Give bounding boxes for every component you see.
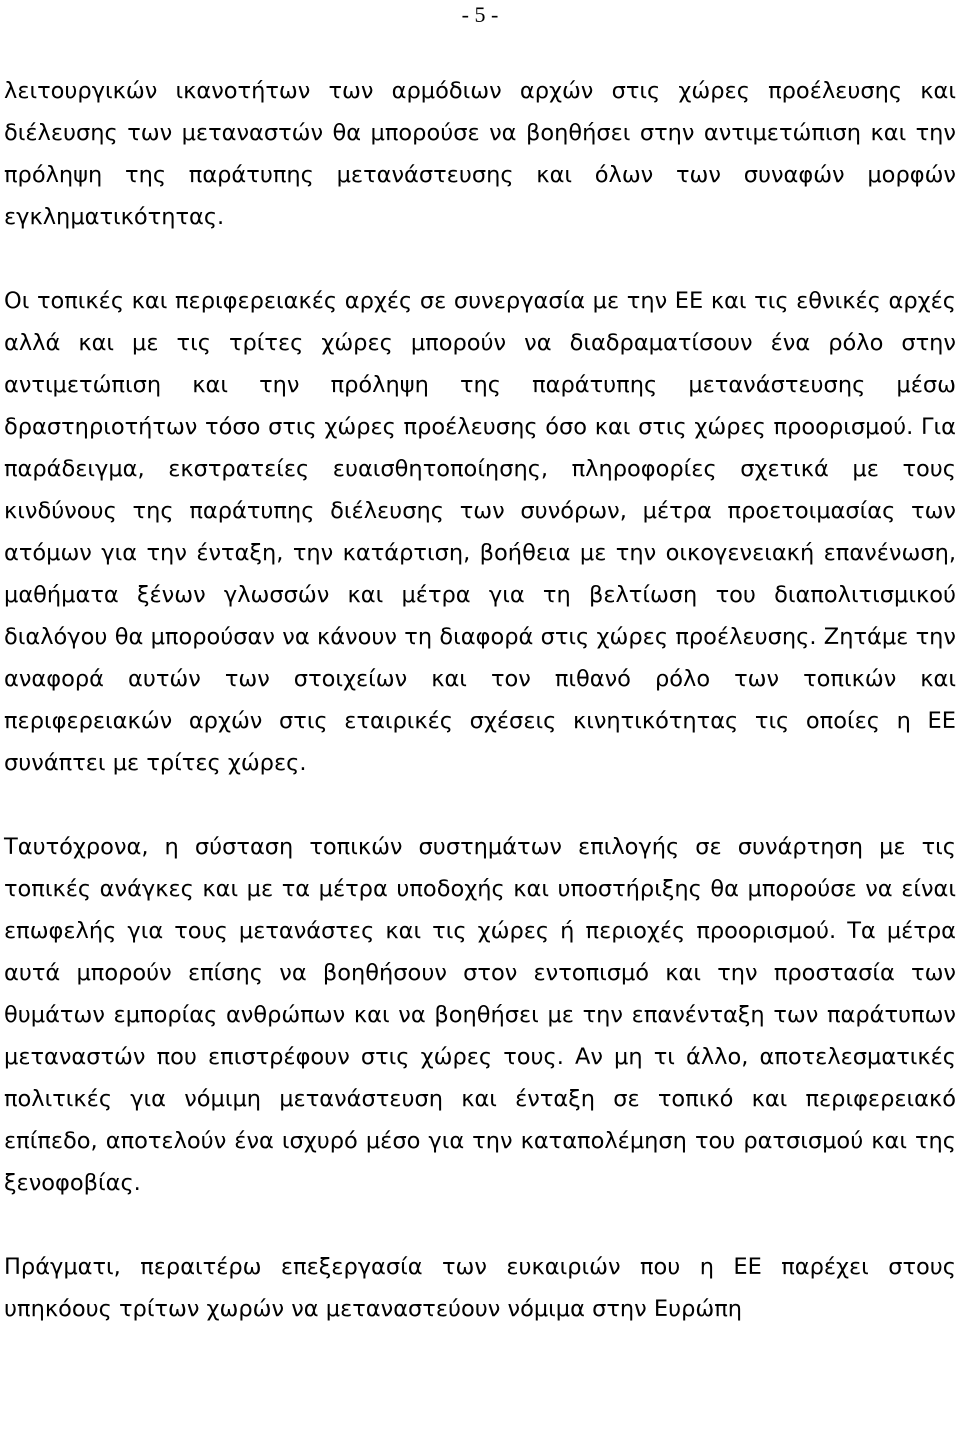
paragraph-local-regional-role: Οι τοπικές και περιφερειακές αρχές σε συνεργασία με την ΕΕ και τις εθνικές αρχές αλλά και με τις τρίτες χώρες μπορούν να διαδραματίσουν ένα ρόλο στην αντιμετώπιση και την πρόληψη της παράτυπης μετανάστευσης μέσω δραστηριοτήτων τόσο στις χώρες προέλευσης όσο και στις χώρες προορισμού. Για παράδειγμα, εκστρατείες ευαισθητοποίησης, πληροφορίες σχετικά με τους κινδύνους της παράτυπης διέλευσης των συνόρων, μέτρα προετοιμασίας των ατόμων για την ένταξη, την κατάρτιση, βοήθεια με την οικογενειακή επανένωση, μαθήματα ξένων γλωσσών και μέτρα για τη βελτίωση του διαπολιτισμικού διαλόγου θα μπορούσαν να κάνουν τη διαφορά στις χώρες προέλευσης. Ζητάμε την αναφορά αυτών των στοιχείων και τον πιθανό ρόλο των τοπικών και περιφερειακών αρχών στις εταιρικές σχέσεις κινητικότητας τις οποίες η ΕΕ συνάπτει με τρίτες χώρες. bbox=[4, 288, 956, 776]
paragraph-continuation: λειτουργικών ικανοτήτων των αρμόδιων αρχών στις χώρες προέλευσης και διέλευσης των μεταναστών θα μπορούσε να βοηθήσει στην αντιμετώπιση και την πρόληψη της παράτυπης μετανάστευσης και όλων των συναφών μορφών εγκληματικότητας. bbox=[4, 78, 956, 230]
paragraph-local-selection-systems: Ταυτόχρονα, η σύσταση τοπικών συστημάτων επιλογής σε συνάρτηση με τις τοπικές ανάγκες και με τα μέτρα υποδοχής και υποστήριξης θα μπορούσε να είναι επωφελής για τους μετανάστες και τις χώρες ή περιοχές προορισμού. Τα μέτρα αυτά μπορούν επίσης να βοηθήσουν στον εντοπισμό και την προστασία των θυμάτων εμπορίας ανθρώπων και να βοηθήσει με την επανένταξη των παράτυπων μεταναστών που επιστρέφουν στις χώρες τους. Αν μη τι άλλο, αποτελεσματικές πολιτικές για νόμιμη μετανάστευση και ένταξη σε τοπικό και περιφερειακό επίπεδο, αποτελούν ένα ισχυρό μέσο για την καταπολέμηση του ρατσισμού και της ξενοφοβίας. bbox=[4, 834, 956, 1196]
paragraph-legal-migration: Πράγματι, περαιτέρω επεξεργασία των ευκαιριών που η ΕΕ παρέχει στους υπηκόους τρίτων χωρών να μεταναστεύουν νόμιμα στην Ευρώπη bbox=[4, 1254, 956, 1322]
page-number: - 5 - bbox=[461, 2, 499, 27]
document-body bbox=[4, 70, 956, 1330]
